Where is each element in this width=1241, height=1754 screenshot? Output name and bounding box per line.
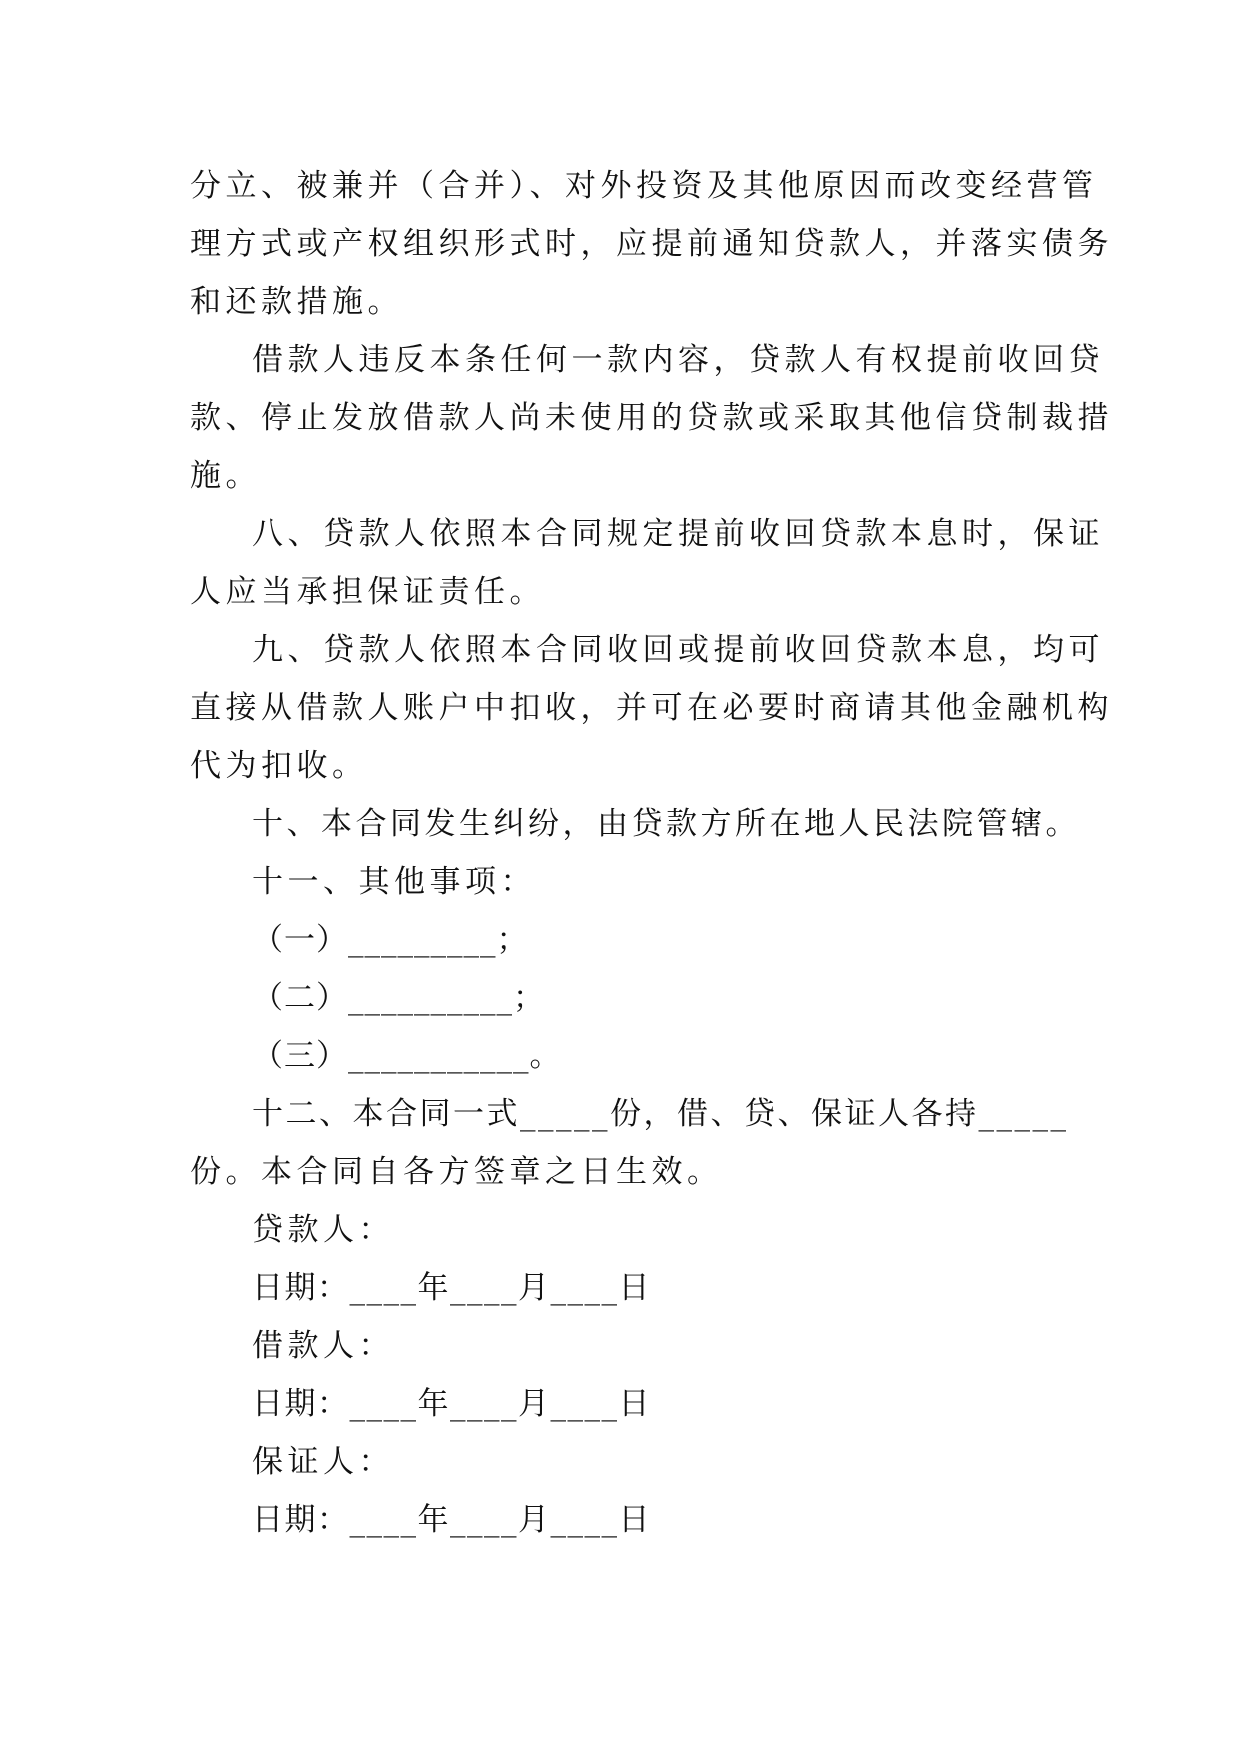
other-item-1: （一）_________； [252, 922, 529, 958]
clause-10-line: 十、本合同发生纠纷，由贷款方所在地人民法院管辖。 [252, 806, 1080, 842]
clause-text-line: 分立、被兼并（合并）、对外投资及其他原因而改变经营管 [190, 168, 1098, 204]
clause-11-heading: 十一、其他事项： [252, 864, 536, 900]
clause-text-line: 和还款措施。 [190, 284, 403, 320]
clause-8-line: 八、贷款人依照本合同规定提前收回贷款本息时，保证 [252, 516, 1104, 552]
clause-text-line: 理方式或产权组织形式时，应提前通知贷款人，并落实债务 [190, 226, 1113, 262]
clause-9-line: 代为扣收。 [190, 748, 368, 784]
clause-8-line: 人应当承担保证责任。 [190, 574, 545, 610]
lender-date-line: 日期：____年____月____日 [252, 1270, 651, 1306]
clause-12-line: 份。本合同自各方签章之日生效。 [190, 1154, 723, 1190]
guarantor-date-line: 日期：____年____月____日 [252, 1502, 651, 1538]
lender-signature-label: 贷款人： [252, 1212, 394, 1248]
borrower-date-line: 日期：____年____月____日 [252, 1386, 651, 1422]
borrower-signature-label: 借款人： [252, 1328, 394, 1364]
clause-12-line: 十二、本合同一式_____份，借、贷、保证人各持_____ [252, 1096, 1069, 1132]
clause-text-line: 施。 [190, 458, 261, 494]
clause-9-line: 九、贷款人依照本合同收回或提前收回贷款本息，均可 [252, 632, 1104, 668]
clause-text-line: 借款人违反本条任何一款内容，贷款人有权提前收回贷 [252, 342, 1104, 378]
other-item-3: （三）___________。 [252, 1038, 562, 1074]
clause-9-line: 直接从借款人账户中扣收，并可在必要时商请其他金融机构 [190, 690, 1113, 726]
guarantor-signature-label: 保证人： [252, 1444, 394, 1480]
clause-text-line: 款、停止发放借款人尚未使用的贷款或采取其他信贷制裁措 [190, 400, 1113, 436]
other-item-2: （二）__________； [252, 980, 545, 1016]
